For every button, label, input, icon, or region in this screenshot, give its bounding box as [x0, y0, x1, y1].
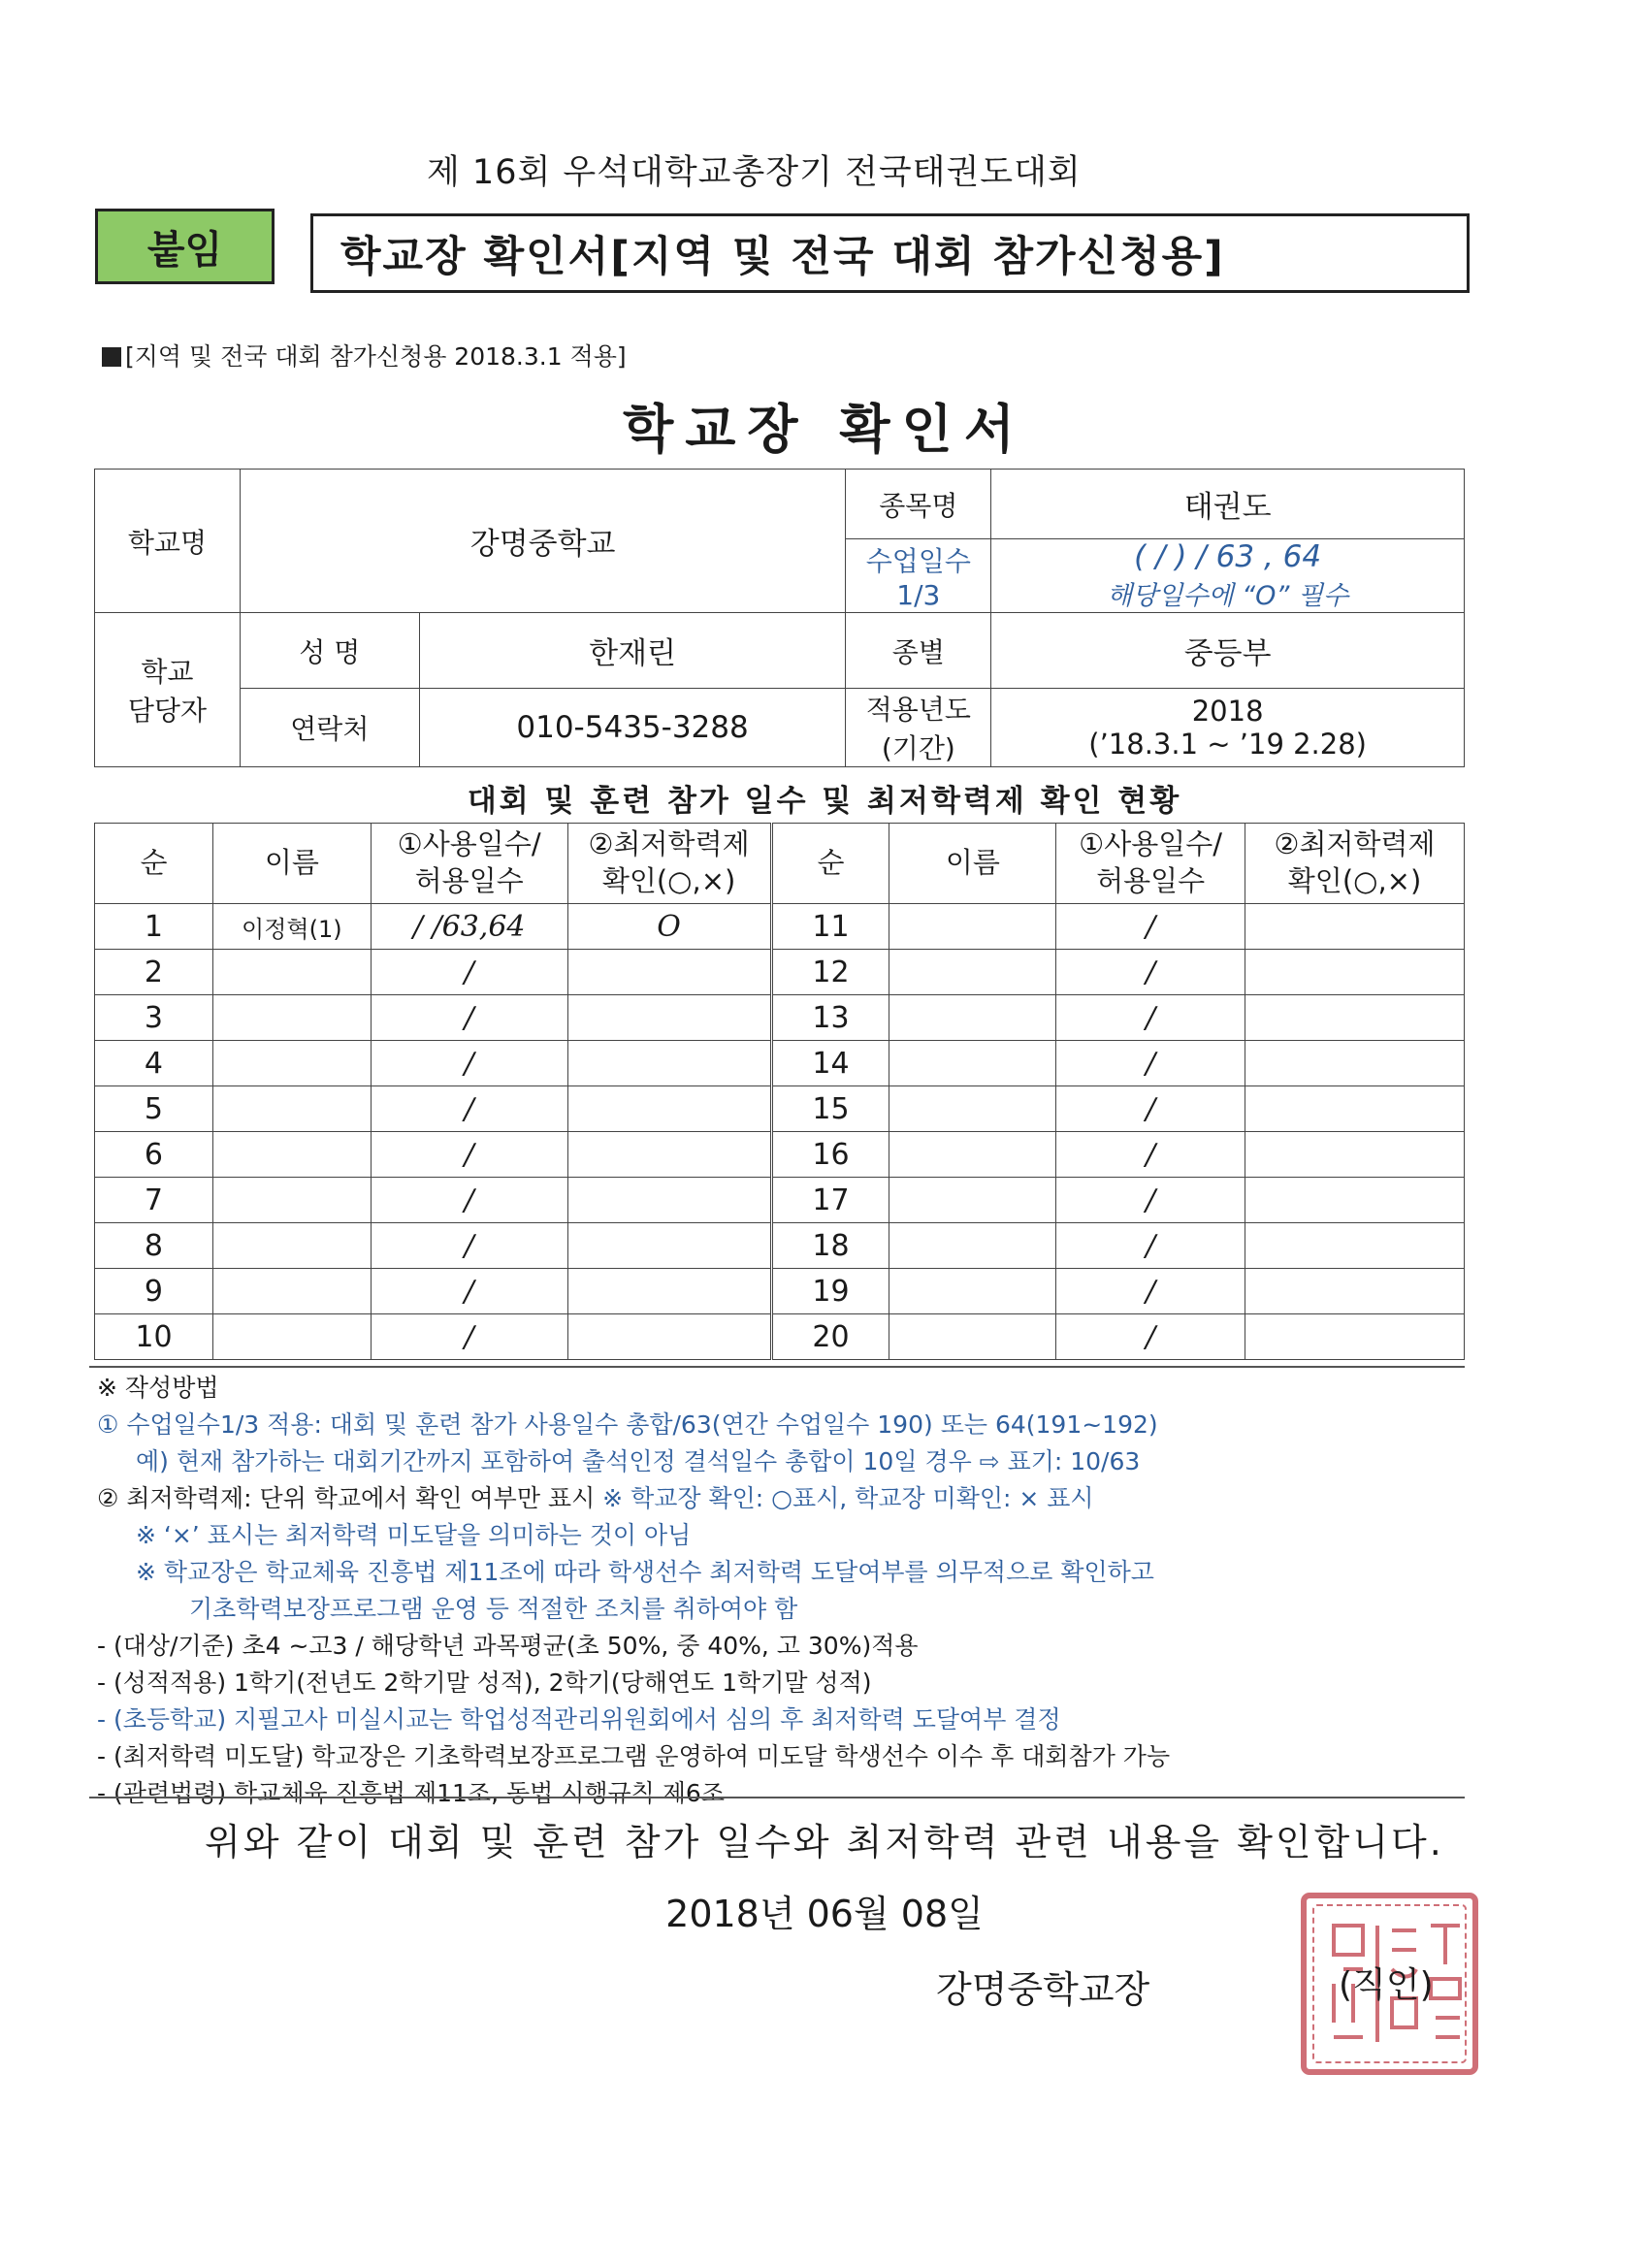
row-days: / [1056, 1132, 1245, 1178]
row-number: 3 [95, 995, 213, 1041]
row-name [889, 1178, 1056, 1223]
row-number: 20 [771, 1314, 889, 1360]
header-name: 이름 [212, 824, 371, 904]
row-number: 19 [771, 1269, 889, 1314]
row-name [889, 1041, 1056, 1086]
table-row [95, 1223, 1465, 1269]
row-check [567, 950, 771, 995]
applicability-note: [지역 및 전국 대회 참가신청용 2018.3.1 적용] [102, 338, 627, 373]
row-check [567, 1269, 771, 1314]
row-days: / [1056, 1223, 1245, 1269]
row-name [212, 1132, 371, 1178]
note-2: ② 최저학력제: 단위 학교에서 확인 여부만 표시 ※ 학교장 확인: ○표시, 학교장 미확인: × 표시 [97, 1484, 1094, 1512]
row-check [1245, 1223, 1465, 1269]
row-name: 이정혁(1) [212, 904, 371, 950]
divider [89, 1366, 1465, 1368]
row-number: 18 [771, 1223, 889, 1269]
row-name [889, 1086, 1056, 1132]
header-no: 순 [95, 824, 213, 904]
row-number: 13 [771, 995, 889, 1041]
row-name [212, 1178, 371, 1223]
row-number: 16 [771, 1132, 889, 1178]
note-1-example: 예) 현재 참가하는 대회기간까지 포함하여 출석인정 결석일수 총합이 10일 경우 ⇨ 표기: 10/63 [136, 1447, 1141, 1475]
row-number: 8 [95, 1223, 213, 1269]
row-number: 6 [95, 1132, 213, 1178]
table-row [95, 904, 1465, 950]
row-number: 15 [771, 1086, 889, 1132]
row-check [1245, 904, 1465, 950]
header-days: ①사용일수/ 허용일수 [371, 824, 567, 904]
row-name [889, 1132, 1056, 1178]
roster-table [94, 823, 1465, 1360]
form-heading: 학교장 확인서 [623, 399, 1026, 460]
row-days: / [371, 1269, 567, 1314]
row-check [1245, 995, 1465, 1041]
row-number: 14 [771, 1041, 889, 1086]
square-bullet-icon [102, 347, 121, 367]
row-check [1245, 1314, 1465, 1360]
row-check [567, 995, 771, 1041]
phone-label: 연락처 [240, 689, 419, 767]
table-row [95, 1314, 1465, 1360]
issue-date: 2018년 06월 08일 [665, 1893, 984, 1935]
class-days-label: 수업일수 1/3 [846, 539, 991, 613]
row-check [567, 1178, 771, 1223]
school-value: 강명중학교 [240, 470, 846, 613]
row-number: 1 [95, 904, 213, 950]
row-name [889, 995, 1056, 1041]
row-check [567, 1132, 771, 1178]
row-days: / [371, 1132, 567, 1178]
row-days: / [371, 1041, 567, 1086]
sport-value: 태권도 [991, 470, 1465, 539]
year-value: 2018 (’18.3.1 ~ ’19 2.28) [991, 689, 1465, 767]
phone-value: 010-5435-3288 [419, 689, 846, 767]
row-name [212, 1314, 371, 1360]
note-4: ※ 학교장은 학교체육 진흥법 제11조에 따라 학생선수 최저학력 도달여부를 의무적으로 확인하고 [136, 1558, 1154, 1586]
divider [89, 1797, 1465, 1798]
row-check [1245, 1086, 1465, 1132]
header-check: ②최저학력제 확인(○,×) [567, 824, 771, 904]
detail-5: - (관련법령) 학교체육 진흥법 제11조, 동법 시행규칙 제6조 [97, 1779, 725, 1807]
header-check: ②최저학력제 확인(○,×) [1245, 824, 1465, 904]
name-value: 한재린 [419, 613, 846, 689]
row-name [889, 904, 1056, 950]
year-label: 적용년도 (기간) [846, 689, 991, 767]
seal-mark: (직인) [1339, 1965, 1434, 2005]
row-check [1245, 1269, 1465, 1314]
info-table [94, 469, 1465, 767]
row-name [889, 1223, 1056, 1269]
row-name [889, 1314, 1056, 1360]
confirmation-statement: 위와 같이 대회 및 훈련 참가 일수와 최저학력 관련 내용을 확인합니다. [205, 1821, 1444, 1863]
row-days: / [1056, 1086, 1245, 1132]
row-days: / [371, 995, 567, 1041]
table-row [95, 1086, 1465, 1132]
row-days: / [1056, 1314, 1245, 1360]
row-check [1245, 1178, 1465, 1223]
roster-header-row [95, 824, 1465, 904]
row-number: 7 [95, 1178, 213, 1223]
header-name: 이름 [889, 824, 1056, 904]
row-number: 11 [771, 904, 889, 950]
table-row [95, 950, 1465, 995]
instructions [97, 1370, 1474, 1812]
row-check [567, 1314, 771, 1360]
row-days: / [1056, 995, 1245, 1041]
row-number: 5 [95, 1086, 213, 1132]
table-row [95, 1178, 1465, 1223]
class-days-value: ( / ) / 63 , 64 해당일수에 “O” 필수 [991, 539, 1465, 613]
event-title: 제 16회 우석대학교총장기 전국태권도대회 [427, 153, 1082, 192]
document-title: 학교장 확인서[지역 및 전국 대회 참가신청용] [310, 213, 1470, 293]
note-4-cont: 기초학력보장프로그램 운영 등 적절한 조치를 취하여야 함 [189, 1595, 798, 1623]
row-check [567, 1086, 771, 1132]
table-row [95, 1269, 1465, 1314]
table-row [95, 995, 1465, 1041]
category-value: 중등부 [991, 613, 1465, 689]
row-name [212, 1269, 371, 1314]
row-name [212, 950, 371, 995]
row-number: 10 [95, 1314, 213, 1360]
row-days: / [1056, 1269, 1245, 1314]
row-check [1245, 950, 1465, 995]
school-label: 학교명 [95, 470, 241, 613]
detail-4: - (최저학력 미도달) 학교장은 기초학력보장프로그램 운영하여 미도달 학생선수 이수 후 대회참가 가능 [97, 1742, 1171, 1770]
instructions-heading: ※ 작성방법 [97, 1374, 219, 1402]
contact-person-label: 학교 담당자 [95, 613, 241, 767]
roster-section-title: 대회 및 훈련 참가 일수 및 최저학력제 확인 현황 [467, 784, 1182, 819]
row-days: / [1056, 950, 1245, 995]
header-days: ①사용일수/ 허용일수 [1056, 824, 1245, 904]
row-days: / [1056, 1178, 1245, 1223]
table-row [95, 1132, 1465, 1178]
row-name [212, 1086, 371, 1132]
name-label: 성 명 [240, 613, 419, 689]
row-name [889, 1269, 1056, 1314]
row-check: O [567, 904, 771, 950]
detail-3: - (초등학교) 지필고사 미실시교는 학업성적관리위원회에서 심의 후 최저학력 도달여부 결정 [97, 1705, 1061, 1733]
detail-2: - (성적적용) 1학기(전년도 2학기말 성적), 2학기(당해연도 1학기말 성적) [97, 1669, 872, 1697]
row-days: / [1056, 904, 1245, 950]
table-row [95, 1041, 1465, 1086]
row-check [1245, 1132, 1465, 1178]
note-1: ① 수업일수1/3 적용: 대회 및 훈련 참가 사용일수 총합/63(연간 수업일수 190) 또는 64(191~192) [97, 1410, 1158, 1439]
row-check [1245, 1041, 1465, 1086]
row-days: / [371, 950, 567, 995]
row-days: / [371, 1223, 567, 1269]
header-no: 순 [771, 824, 889, 904]
row-days: / [371, 1314, 567, 1360]
sport-label: 종목명 [846, 470, 991, 539]
principal-signature: 강명중학교장 [936, 1968, 1150, 2011]
note-3: ※ ‘×’ 표시는 최저학력 미도달을 의미하는 것이 아님 [136, 1521, 692, 1549]
row-name [212, 1223, 371, 1269]
detail-1: - (대상/기준) 초4 ~고3 / 해당학년 과목평균(초 50%, 중 40%, 고 30%)적용 [97, 1632, 919, 1660]
row-name [212, 995, 371, 1041]
row-number: 12 [771, 950, 889, 995]
row-days: / [371, 1178, 567, 1223]
row-number: 2 [95, 950, 213, 995]
row-name [212, 1041, 371, 1086]
row-days: / /63,64 [371, 904, 567, 950]
row-number: 9 [95, 1269, 213, 1314]
category-label: 종별 [846, 613, 991, 689]
row-name [889, 950, 1056, 995]
attachment-badge: 붙임 [95, 209, 275, 284]
row-number: 17 [771, 1178, 889, 1223]
row-days: / [371, 1086, 567, 1132]
row-check [567, 1041, 771, 1086]
row-days: / [1056, 1041, 1245, 1086]
row-check [567, 1223, 771, 1269]
row-number: 4 [95, 1041, 213, 1086]
